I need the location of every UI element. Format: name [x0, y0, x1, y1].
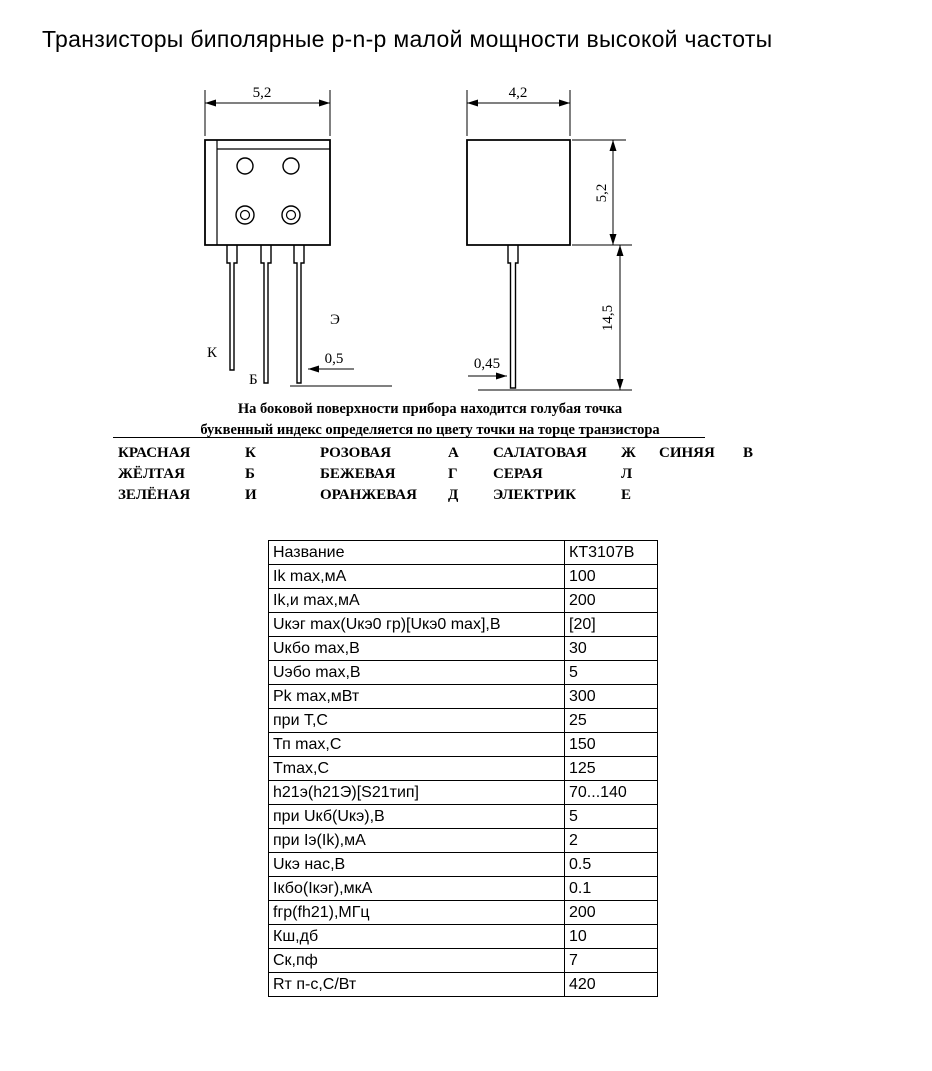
package-drawings: [0, 0, 932, 430]
table-row: [269, 541, 658, 565]
note-line-2: буквенный индекс определяется по цвету точки на торце транзистора: [200, 422, 660, 438]
side-height-dim: 5,2: [594, 183, 610, 203]
param-cell: Uэбо max,В: [269, 661, 565, 685]
param-cell: Pk max,мВт: [269, 685, 565, 709]
color-letter: К: [245, 445, 256, 461]
param-cell: fгр(fh21),МГц: [269, 901, 565, 925]
table-row: [269, 637, 658, 661]
param-cell: Тп max,С: [269, 733, 565, 757]
param-cell: Iкбо(Iкэг),мкА: [269, 877, 565, 901]
table-row: [269, 949, 658, 973]
param-cell: Ik max,мА: [269, 565, 565, 589]
param-cell: Ск,пф: [269, 949, 565, 973]
param-cell: при Т,С: [269, 709, 565, 733]
table-row: [269, 829, 658, 853]
color-letter: Л: [621, 466, 633, 482]
note-block: [105, 399, 755, 441]
table-row: [269, 853, 658, 877]
side-lead-length-dim: 14,5: [600, 304, 616, 332]
value-cell: 100: [565, 565, 658, 589]
pin-label-collector: К: [207, 345, 218, 361]
value-cell: 5: [565, 805, 658, 829]
page-title: Транзисторы биполярные p-n-p малой мощности высокой частоты: [42, 26, 773, 52]
table-row: [269, 565, 658, 589]
param-cell: Uкэ нас,В: [269, 853, 565, 877]
spec-table: [268, 540, 658, 997]
value-cell: 200: [565, 589, 658, 613]
param-cell: Rт п-с,С/Вт: [269, 973, 565, 997]
table-row: [269, 781, 658, 805]
front-view-drawing: [205, 90, 392, 386]
value-cell: 70...140: [565, 781, 658, 805]
param-cell: Название: [269, 541, 565, 565]
color-name: БЕЖЕВАЯ: [320, 466, 396, 482]
table-row: [269, 925, 658, 949]
param-cell: Tmax,С: [269, 757, 565, 781]
color-letter: Ж: [621, 445, 636, 461]
table-row: [269, 805, 658, 829]
table-row: [269, 589, 658, 613]
color-name: КРАСНАЯ: [118, 445, 191, 461]
front-lead-width-dim: 0,5: [324, 351, 344, 367]
color-code-table: [118, 445, 783, 508]
table-row: [269, 877, 658, 901]
value-cell: 10: [565, 925, 658, 949]
side-view-drawing: [467, 90, 632, 390]
value-cell: 200: [565, 901, 658, 925]
value-cell: 125: [565, 757, 658, 781]
color-letter: А: [448, 445, 459, 461]
pin-label-emitter: Э: [330, 312, 340, 328]
table-row: [269, 709, 658, 733]
color-letter: Е: [621, 487, 632, 503]
value-cell: 5: [565, 661, 658, 685]
color-letter: И: [245, 487, 257, 503]
value-cell: 25: [565, 709, 658, 733]
table-row: [269, 613, 658, 637]
front-width-dim: 5,2: [252, 85, 272, 101]
table-row: [269, 733, 658, 757]
table-row: [269, 901, 658, 925]
param-cell: при Uкб(Uкэ),В: [269, 805, 565, 829]
color-letter: В: [743, 445, 754, 461]
divider-rule: [113, 437, 705, 438]
color-letter: Д: [448, 487, 459, 503]
side-lead-width-dim: 0,45: [473, 356, 501, 372]
color-name: ЖЁЛТАЯ: [118, 466, 185, 482]
side-width-dim: 4,2: [508, 85, 528, 101]
color-letter: Г: [448, 466, 458, 482]
value-cell: 300: [565, 685, 658, 709]
table-row: [269, 685, 658, 709]
param-cell: Ik,и max,мА: [269, 589, 565, 613]
pin-label-base: Б: [249, 372, 258, 388]
color-name: ОРАНЖЕВАЯ: [320, 487, 417, 503]
table-row: [269, 661, 658, 685]
color-letter: Б: [245, 466, 255, 482]
value-cell: 0.1: [565, 877, 658, 901]
color-name: СИНЯЯ: [659, 445, 715, 461]
table-row: [269, 973, 658, 997]
value-cell: 30: [565, 637, 658, 661]
param-cell: Uкбо max,В: [269, 637, 565, 661]
value-cell: 7: [565, 949, 658, 973]
value-cell: [20]: [565, 613, 658, 637]
color-name: САЛАТОВАЯ: [493, 445, 587, 461]
table-row: [269, 757, 658, 781]
color-name: РОЗОВАЯ: [320, 445, 392, 461]
value-cell: 420: [565, 973, 658, 997]
value-cell: 2: [565, 829, 658, 853]
value-cell: 150: [565, 733, 658, 757]
color-name: СЕРАЯ: [493, 466, 543, 482]
color-name: ЗЕЛЁНАЯ: [118, 487, 191, 503]
param-cell: при Iэ(Ik),мА: [269, 829, 565, 853]
value-cell: КТ3107В: [565, 541, 658, 565]
note-line-1: На боковой поверхности прибора находится голубая точка: [237, 401, 623, 417]
param-cell: Кш,дб: [269, 925, 565, 949]
param-cell: h21э(h21Э)[S21тип]: [269, 781, 565, 805]
color-name: ЭЛЕКТРИК: [493, 487, 576, 503]
value-cell: 0.5: [565, 853, 658, 877]
param-cell: Uкэг max(Uкэ0 гр)[Uкэ0 max],В: [269, 613, 565, 637]
